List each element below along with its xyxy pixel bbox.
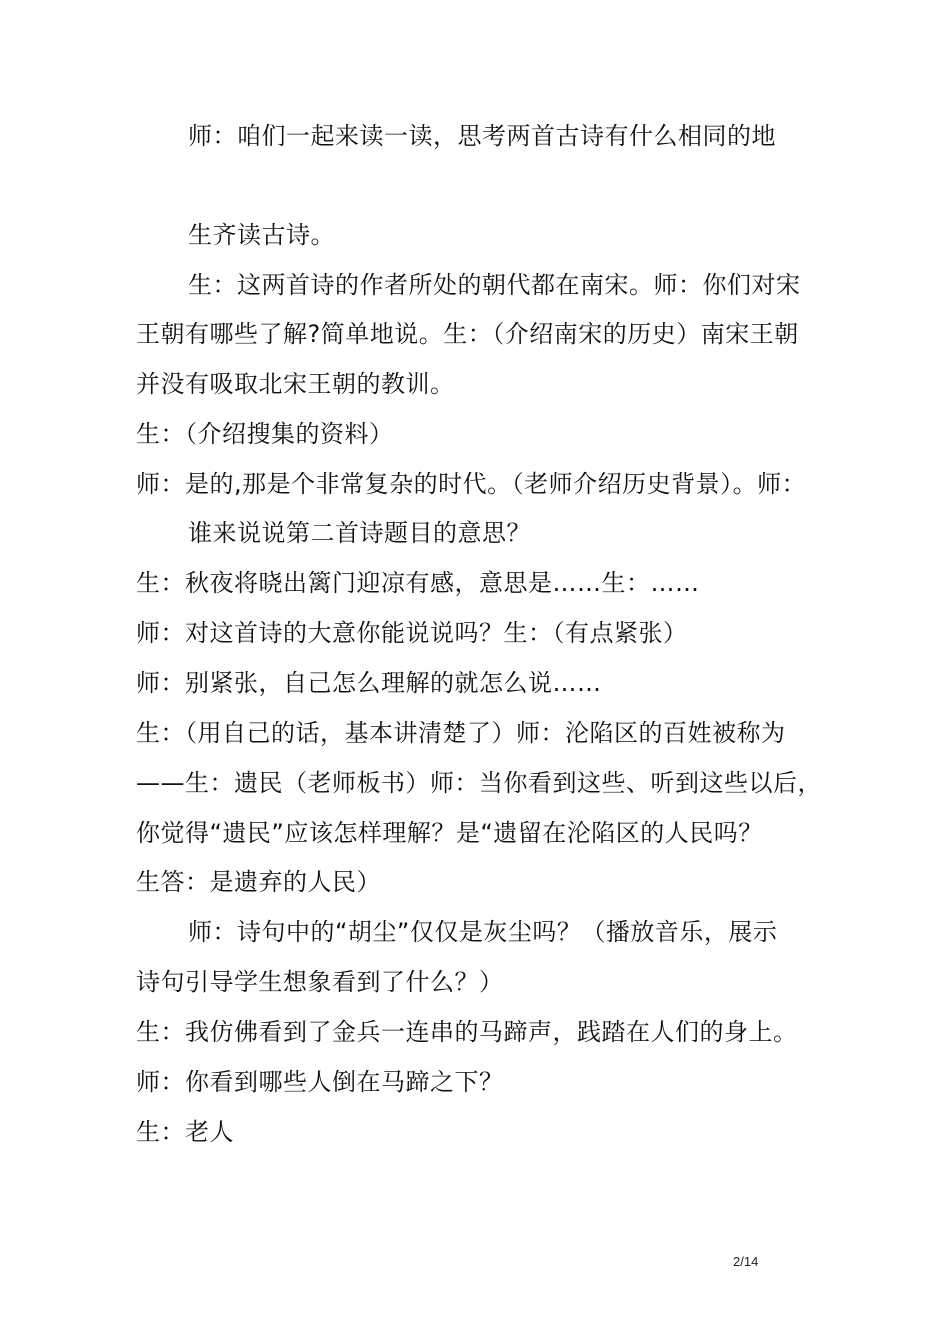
- text-line: 生：秋夜将晓出篱门迎凉有感，意思是……生：……: [136, 569, 700, 597]
- text-line: 生：老人: [136, 1118, 234, 1146]
- text-line: 师：是的,那是个非常复杂的时代。（老师介绍历史背景）。师：: [136, 470, 807, 498]
- text-line: 并没有吸取北宋王朝的教训。: [136, 370, 455, 398]
- text-line: 生：（介绍搜集的资料）: [136, 420, 394, 448]
- text-line: 师：你看到哪些人倒在马蹄之下？: [136, 1068, 504, 1096]
- text-line: 谁来说说第二首诗题目的意思？: [188, 519, 531, 547]
- page-number: 2/14: [733, 1254, 759, 1269]
- text-line: 王朝有哪些了解?简单地说。生：（介绍南宋的历史）南宋王朝: [136, 320, 799, 348]
- text-line: 师：咱们一起来读一读，思考两首古诗有什么相同的地: [188, 122, 776, 150]
- text-line: 师：别紧张，自己怎么理解的就怎么说……: [136, 669, 602, 697]
- text-line: 生答：是遗弃的人民）: [136, 868, 381, 896]
- text-line: 生：（用自己的话，基本讲清楚了）师：沦陷区的百姓被称为: [136, 719, 786, 747]
- text-line: 生：这两首诗的作者所处的朝代都在南宋。师：你们对宋: [188, 271, 801, 299]
- text-line: 师：诗句中的“胡尘”仅仅是灰尘吗？（播放音乐，展示: [188, 918, 778, 946]
- text-line: ——生：遗民（老师板书）师：当你看到这些、听到这些以后，: [136, 769, 822, 797]
- text-line: 你觉得“遗民”应该怎样理解？是“遗留在沦陷区的人民吗？: [136, 819, 763, 847]
- text-line: 生齐读古诗。: [188, 221, 335, 249]
- text-line: 诗句引导学生想象看到了什么？）: [136, 968, 504, 996]
- text-line: 生：我仿佛看到了金兵一连串的马蹄声，践踏在人们的身上。: [136, 1018, 798, 1046]
- text-line: 师：对这首诗的大意你能说说吗？生：（有点紧张）: [136, 619, 688, 647]
